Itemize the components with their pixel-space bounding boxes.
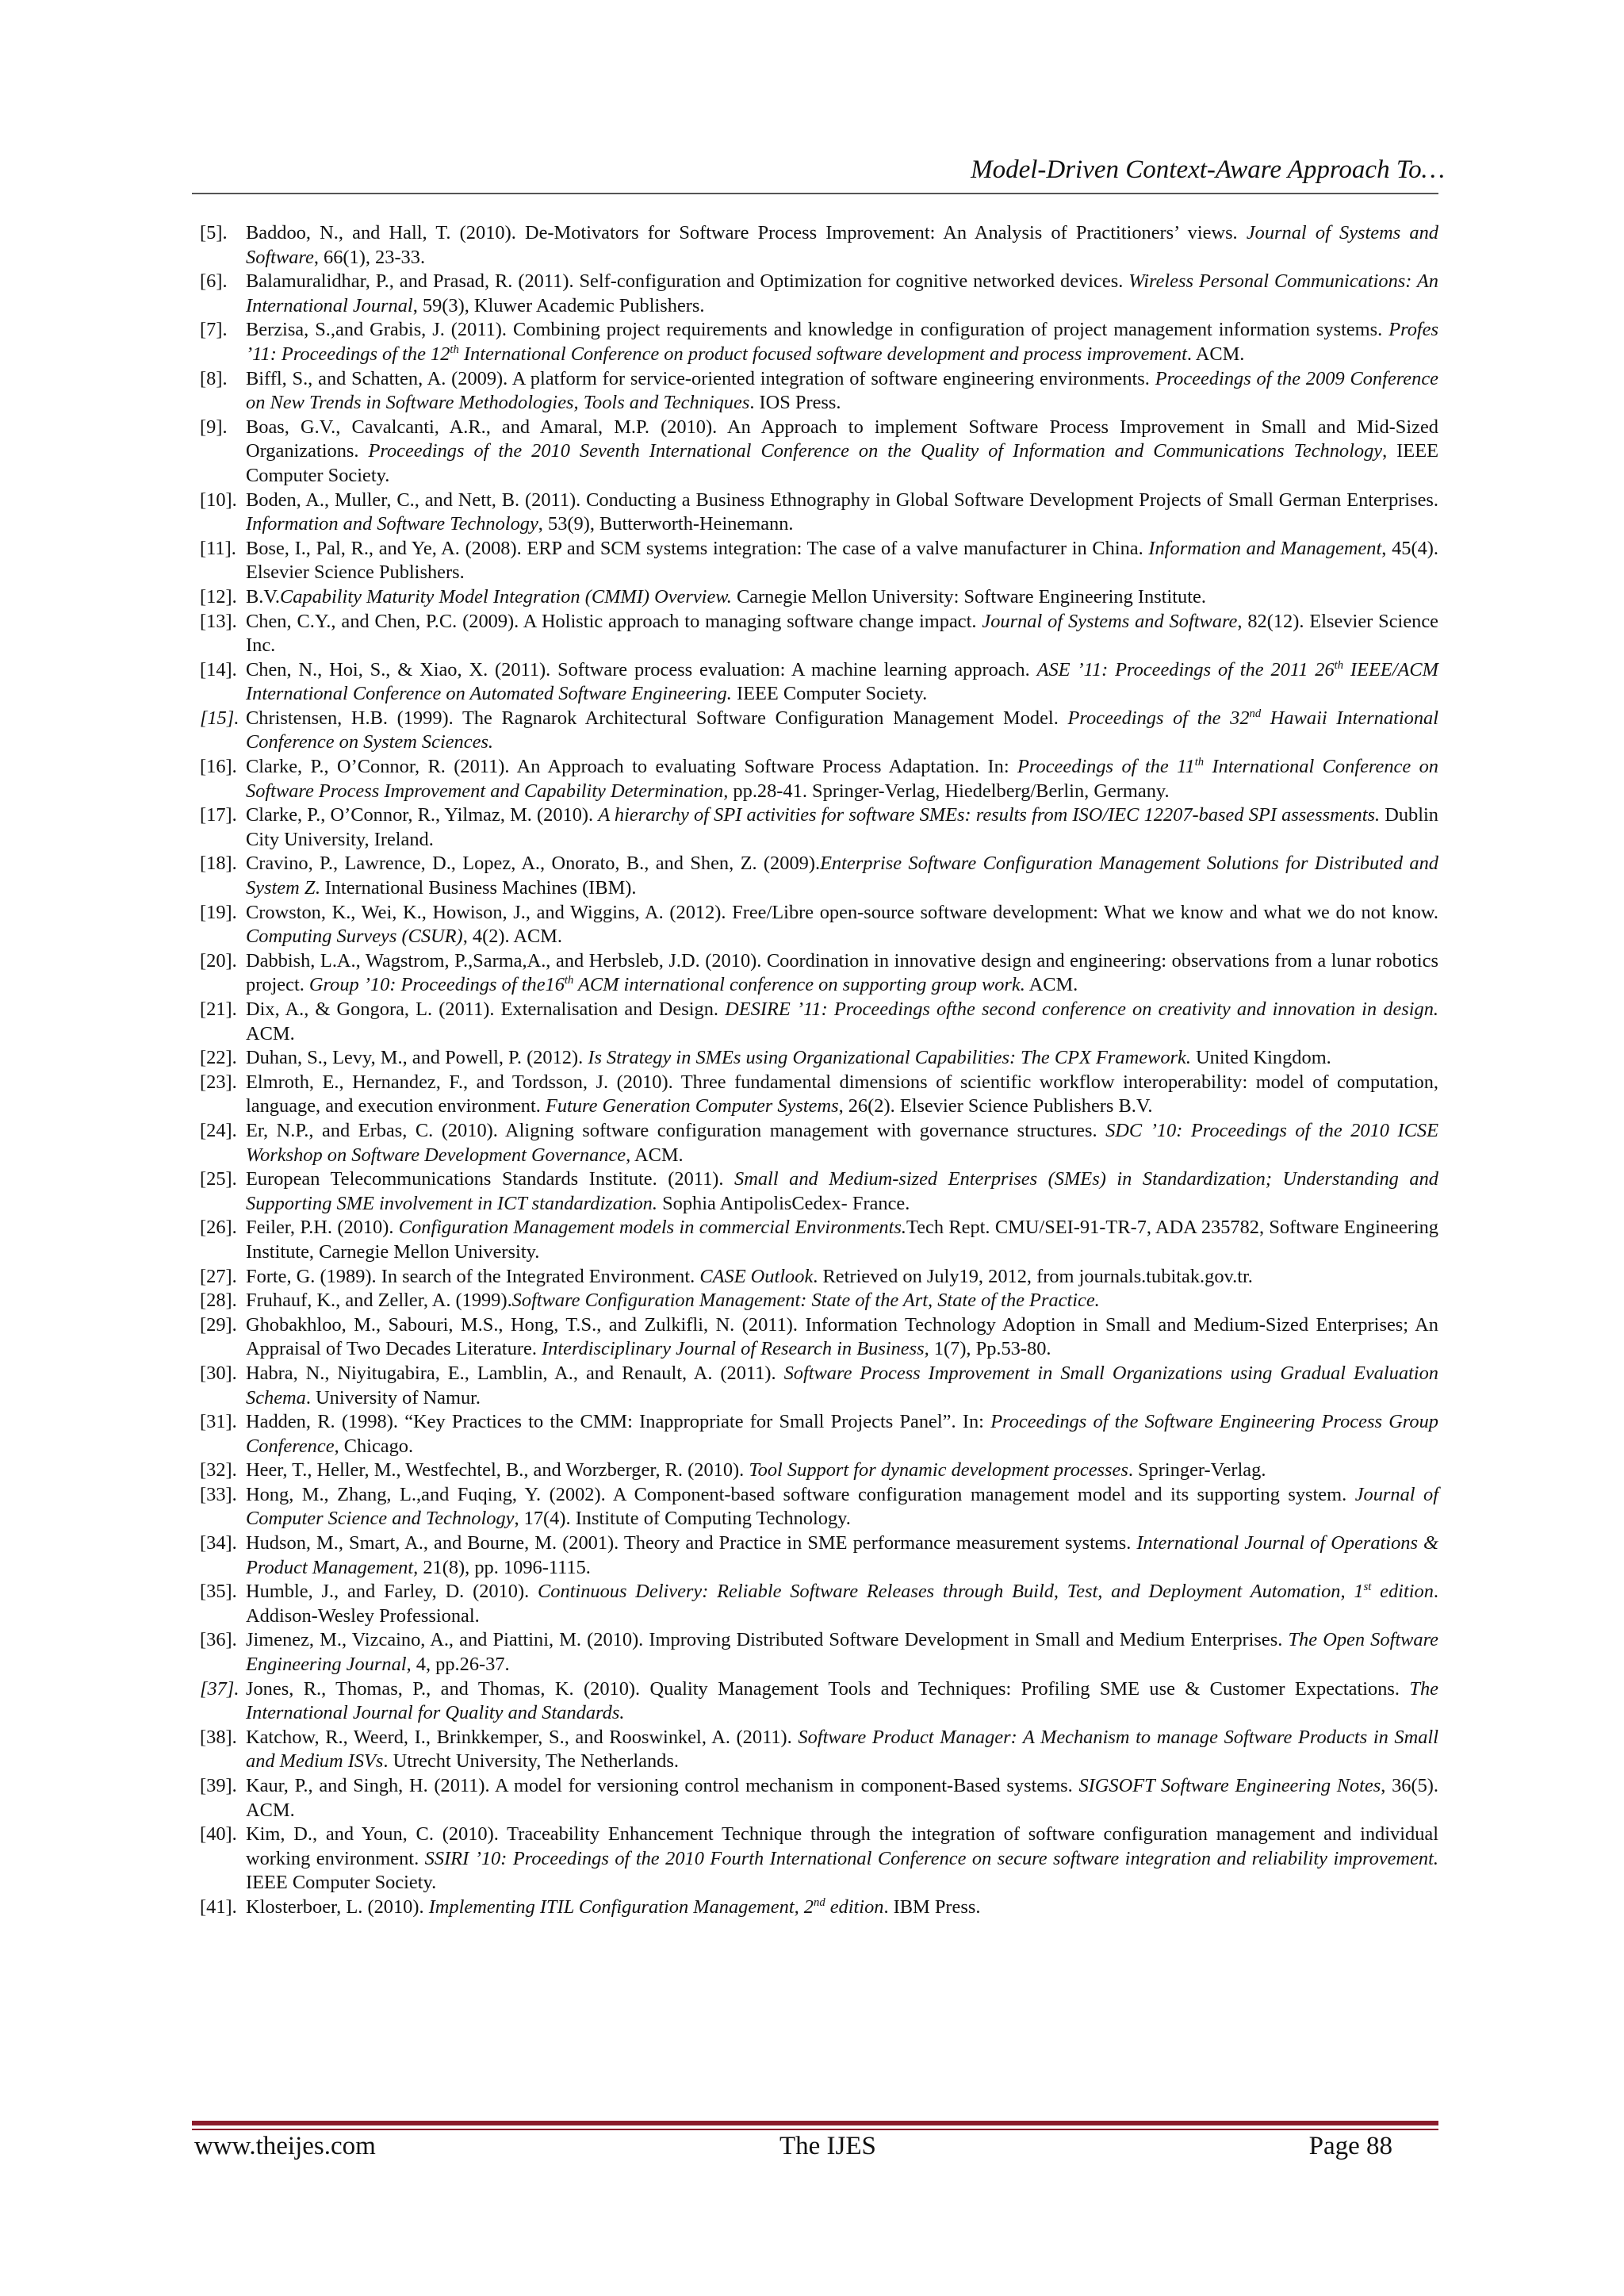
reference-italic-segment: Journal of Systems and Software: [246, 222, 1438, 268]
reference-item: [200, 707, 1438, 755]
reference-number: [29].: [200, 1313, 237, 1336]
reference-item: [200, 1362, 1438, 1410]
reference-segment: Berzisa, S.,and Grabis, J. (2011). Combining project requirements and knowledge in configuration of project management information systems.: [246, 319, 1389, 341]
reference-italic-segment: Profes ’11: Proceedings of the 12: [246, 319, 1438, 365]
reference-italic-segment: Proceedings of the 2010 Seventh International Conference on the Quality of Information and Communications Technology: [368, 440, 1383, 462]
reference-number: [18].: [200, 853, 237, 875]
header-rule: [192, 193, 1438, 194]
reference-segment: Dublin City University, Ireland.: [246, 804, 1439, 850]
reference-number: [7].: [200, 319, 228, 341]
reference-number: [6].: [200, 270, 228, 293]
reference-segment: Boden, A., Muller, C., and Nett, B. (2011). Conducting a Business Ethnography in Global Software Development Projects of Small German Enterprises.: [246, 489, 1438, 511]
reference-segment: Habra, N., Niyitugabira, E., Lamblin, A., and Renault, A. (2011).: [246, 1362, 784, 1384]
reference-number: [16].: [200, 756, 237, 778]
reference-item: [200, 367, 1438, 416]
reference-italic-segment: International Conference on product focused software development and process improvement: [458, 343, 1187, 365]
reference-number: [36].: [200, 1629, 237, 1651]
reference-number: [24].: [200, 1119, 237, 1141]
reference-segment: . ACM.: [1186, 343, 1245, 365]
reference-italic-segment: Proceedings of the 32: [1067, 707, 1250, 729]
reference-number: [11].: [200, 537, 236, 559]
reference-text: [246, 1726, 1438, 1774]
footer-journal: The IJES: [779, 2132, 876, 2160]
reference-italic-segment: Proceedings of the 2009 Conference on New Trends in Software Methodologies, Tools and Techniques: [246, 367, 1438, 414]
reference-number: [5].: [200, 222, 228, 243]
reference-text: [246, 1119, 1438, 1167]
reference-segment: . University of Namur.: [305, 1386, 481, 1409]
reference-number: [40].: [200, 1823, 237, 1846]
reference-text: [246, 901, 1438, 949]
reference-superscript: th: [450, 343, 459, 356]
reference-segment: ACM.: [630, 1144, 684, 1166]
reference-number: [9].: [200, 416, 228, 438]
reference-italic-segment: SSIRI ’10: Proceedings of the 2010 Fourth International Conference on secure software integration and reliability improvement.: [424, 1847, 1438, 1869]
reference-segment: , 26(2). Elsevier Science Publishers B.V.: [838, 1095, 1153, 1117]
reference-segment: Feiler, P.H. (2010).: [246, 1217, 399, 1239]
reference-number: [32].: [200, 1459, 237, 1481]
reference-segment: IEEE Computer Society.: [731, 683, 928, 705]
reference-number: [20].: [200, 949, 237, 972]
reference-number: [10].: [200, 489, 237, 511]
reference-item: [200, 610, 1438, 658]
reference-segment: , 36(5). ACM.: [246, 1775, 1439, 1821]
reference-number: [19].: [200, 901, 237, 923]
reference-item: [200, 489, 1438, 537]
reference-item: [200, 1726, 1438, 1774]
reference-segment: Baddoo, N., and Hall, T. (2010). De-Motivators for Software Process Improvement: An Analysis of Practitioners’ views.: [246, 222, 1247, 243]
reference-text: [246, 1458, 1438, 1483]
reference-segment: Chen, N., Hoi, S., & Xiao, X. (2011). Software process evaluation: A machine learning approach.: [246, 658, 1037, 680]
reference-text: [246, 949, 1438, 998]
reference-segment: Forte, G. (1989). In search of the Integrated Environment.: [246, 1265, 700, 1287]
reference-item: [200, 1580, 1438, 1628]
reference-segment: Crowston, K., Wei, K., Howison, J., and Wiggins, A. (2012). Free/Libre open-source software development: What we know and what we do not know.: [246, 901, 1438, 923]
reference-segment: Hadden, R. (1998). “Key Practices to the CMM: Inappropriate for Small Projects Panel”. In:: [246, 1411, 991, 1433]
reference-item: [200, 416, 1438, 489]
reference-italic-segment: Proceedings of the Software Engineering Process Group Conference,: [246, 1411, 1438, 1457]
reference-item: [200, 1265, 1438, 1290]
reference-segment: . International Business Machines (IBM).: [315, 877, 637, 899]
reference-segment: Humble, J., and Farley, D. (2010).: [246, 1581, 538, 1603]
reference-number: [23].: [200, 1071, 237, 1093]
reference-segment: Hudson, M., Smart, A., and Bourne, M. (2001). Theory and Practice in SME performance measurement systems.: [246, 1532, 1137, 1554]
reference-text: [246, 1895, 1438, 1920]
reference-italic-segment: Journal of Systems and Software: [982, 610, 1238, 632]
reference-italic-segment: edition: [825, 1895, 884, 1918]
reference-italic-segment: The International Journal for Quality and Standards.: [246, 1677, 1438, 1724]
reference-number: [28].: [200, 1290, 237, 1312]
reference-segment: . Utrecht University, The Netherlands.: [383, 1750, 679, 1773]
reference-number: [30].: [200, 1362, 237, 1384]
reference-number: [14].: [200, 658, 237, 680]
reference-italic-segment: Software Configuration Management: State of the Art, State of the Practice.: [511, 1290, 1100, 1312]
reference-segment: , IEEE Computer Society.: [246, 440, 1438, 486]
reference-segment: Kaur, P., and Singh, H. (2011). A model for versioning control mechanism in component-Based systems.: [246, 1775, 1079, 1796]
reference-italic-segment: Is Strategy in SMEs using Organizational Capabilities: The CPX Framework.: [588, 1047, 1191, 1069]
reference-superscript: st: [1363, 1581, 1372, 1594]
reference-number: [27].: [200, 1265, 237, 1287]
reference-text: [246, 1823, 1438, 1895]
reference-number: [33].: [200, 1483, 237, 1505]
reference-segment: . IBM Press.: [883, 1895, 981, 1918]
reference-text: [246, 1483, 1438, 1531]
reference-text: [246, 489, 1438, 537]
reference-text: [246, 537, 1438, 585]
reference-superscript: nd: [1249, 707, 1262, 720]
reference-item: [200, 1119, 1438, 1167]
reference-number: [35].: [200, 1581, 237, 1603]
reference-segment: 4, pp.26-37.: [411, 1654, 510, 1676]
reference-segment: . Addison-Wesley Professional.: [246, 1581, 1439, 1627]
reference-item: [200, 1289, 1438, 1313]
reference-italic-segment: SIGSOFT Software Engineering Notes: [1078, 1775, 1381, 1796]
reference-text: [246, 610, 1438, 658]
reference-segment: Jones, R., Thomas, P., and Thomas, K. (2010). Quality Management Tools and Techniques: Profiling SME use & Customer Expectations.: [246, 1677, 1410, 1700]
reference-number: [41].: [200, 1895, 237, 1918]
footer-rule-thin: [192, 2129, 1438, 2130]
reference-italic-segment: CASE Outlook: [699, 1265, 814, 1287]
reference-italic-segment: Future Generation Computer Systems: [545, 1095, 839, 1117]
reference-segment: , 45(4). Elsevier Science Publishers.: [246, 537, 1439, 584]
reference-segment: Kim, D., and Youn, C. (2010). Traceability Enhancement Technique through the integration of software configuration management and individual working environment.: [246, 1823, 1438, 1869]
reference-item: [200, 1895, 1438, 1920]
reference-italic-segment: Software Product Manager: A Mechanism to manage Software Products in Small and Medium ISVs: [246, 1726, 1438, 1773]
reference-item: [200, 221, 1438, 270]
footer-website[interactable]: www.theijes.com: [194, 2132, 376, 2160]
reference-segment: Christensen, H.B. (1999). The Ragnarok Architectural Software Configuration Management Model.: [246, 707, 1068, 729]
reference-italic-segment: DESIRE ’11: Proceedings ofthe second conference on creativity and innovation in design.: [725, 999, 1438, 1020]
reference-segment: Duhan, S., Levy, M., and Powell, P. (2012).: [246, 1047, 588, 1069]
reference-number: [15].: [200, 707, 239, 729]
reference-italic-segment: Configuration Management models in commercial Environments.: [398, 1217, 906, 1239]
reference-item: [200, 585, 1438, 610]
reference-number: [21].: [200, 999, 237, 1020]
reference-text: [246, 1628, 1438, 1677]
reference-item: [200, 1410, 1438, 1458]
footer-rule-thick: [192, 2121, 1438, 2125]
reference-italic-segment: Computing Surveys (CSUR): [246, 926, 463, 948]
reference-item: [200, 658, 1438, 707]
reference-number: [8].: [200, 367, 228, 389]
reference-text: [246, 416, 1438, 489]
reference-segment: . IOS Press.: [749, 392, 841, 414]
reference-segment: Hong, M., Zhang, L.,and Fuqing, Y. (2002). A Component-based software configuration management model and its supporting system.: [246, 1483, 1355, 1505]
reference-list: [200, 221, 1438, 1920]
reference-segment: . Retrieved on July19, 2012, from journals.tubitak.gov.tr.: [813, 1265, 1253, 1287]
reference-number: [12].: [200, 585, 237, 608]
reference-number: [31].: [200, 1411, 237, 1433]
reference-segment: Chicago.: [339, 1435, 414, 1457]
reference-number: [26].: [200, 1217, 237, 1239]
reference-segment: Heer, T., Heller, M., Westfechtel, B., and Worzberger, R. (2010).: [246, 1459, 749, 1481]
reference-italic-segment: Wireless Personal Communications: An International Journal: [246, 270, 1439, 316]
reference-text: [246, 852, 1438, 900]
reference-text: [246, 1313, 1438, 1362]
running-header-title: Model-Driven Context-Aware Approach To…: [971, 155, 1445, 184]
reference-item: [200, 755, 1438, 803]
reference-segment: Bose, I., Pal, R., and Ye, A. (2008). ERP and SCM systems integration: The case of a valve manufacturer in China.: [246, 537, 1149, 559]
reference-segment: , 53(9), Butterworth-Heinemann.: [538, 513, 794, 535]
reference-item: [200, 270, 1438, 318]
reference-item: [200, 1216, 1438, 1264]
reference-segment: , 17(4). Institute of Computing Technology.: [514, 1508, 851, 1530]
reference-item: [200, 1483, 1438, 1531]
reference-italic-segment: Enterprise Software Configuration Management Solutions for Distributed and System Z: [246, 853, 1438, 899]
reference-number: [39].: [200, 1775, 237, 1796]
reference-segment: B.V.: [246, 585, 280, 608]
reference-italic-segment: SDC ’10: Proceedings of the 2010 ICSE Workshop on Software Development Governance,: [246, 1119, 1438, 1166]
reference-text: [246, 1265, 1438, 1290]
reference-segment: ACM.: [1025, 974, 1078, 996]
reference-number: [22].: [200, 1047, 237, 1069]
reference-italic-segment: ASE ’11: Proceedings of the 2011 26: [1036, 658, 1335, 680]
reference-italic-segment: Information and Management: [1148, 537, 1382, 559]
reference-segment: Sophia AntipolisCedex- France.: [657, 1192, 910, 1214]
reference-italic-segment: Implementing ITIL Configuration Management, 2: [428, 1895, 814, 1918]
reference-text: [246, 221, 1438, 270]
reference-segment: Cravino, P., Lawrence, D., Lopez, A., Onorato, B., and Shen, Z. (2009).: [246, 853, 821, 875]
reference-italic-segment: The Open Software Engineering Journal,: [246, 1629, 1438, 1676]
reference-italic-segment: Capability Maturity Model Integration (CMMI) Overview.: [279, 585, 732, 608]
reference-segment: Biffl, S., and Schatten, A. (2009). A platform for service-oriented integration of software engineering environments.: [246, 367, 1155, 389]
reference-italic-segment: Group ’10: Proceedings of the16: [308, 974, 565, 996]
reference-item: [200, 1167, 1438, 1216]
reference-segment: Balamuralidhar, P., and Prasad, R. (2011). Self-configuration and Optimization for cognitive networked devices.: [246, 270, 1129, 293]
reference-segment: , 59(3), Kluwer Academic Publishers.: [412, 294, 705, 316]
reference-italic-segment: Interdisciplinary Journal of Research in Business,: [542, 1338, 929, 1360]
reference-text: [246, 585, 1438, 610]
reference-segment: Fruhauf, K., and Zeller, A. (1999).: [246, 1290, 512, 1312]
reference-text: [246, 707, 1438, 755]
reference-text: [246, 1677, 1438, 1726]
reference-item: [200, 852, 1438, 900]
footer-page-number: Page 88: [1308, 2132, 1392, 2160]
reference-item: [200, 803, 1438, 852]
reference-item: [200, 1628, 1438, 1677]
reference-segment: . Springer-Verlag.: [1128, 1459, 1266, 1481]
reference-text: [246, 755, 1438, 803]
reference-superscript: th: [564, 974, 574, 987]
reference-segment: Klosterboer, L. (2010).: [246, 1895, 429, 1918]
reference-segment: , 4(2). ACM.: [462, 926, 563, 948]
reference-italic-segment: International Conference on Software Process Improvement and Capability Determination,: [246, 756, 1439, 802]
reference-text: [246, 1289, 1438, 1313]
reference-text: [246, 803, 1438, 852]
reference-text: [246, 1531, 1438, 1580]
reference-segment: Tech Rept. CMU/SEI-91-TR-7, ADA 235782, Software Engineering Institute, Carnegie Mellon University.: [246, 1217, 1438, 1263]
reference-number: [13].: [200, 610, 237, 632]
reference-number: [25].: [200, 1168, 237, 1190]
reference-segment: Katchow, R., Weerd, I., Brinkkemper, S., and Rooswinkel, A. (2011).: [246, 1726, 799, 1748]
reference-italic-segment: Journal of Computer Science and Technology: [246, 1483, 1439, 1530]
reference-text: [246, 1216, 1438, 1264]
reference-item: [200, 1531, 1438, 1580]
reference-segment: Elmroth, E., Hernandez, F., and Tordsson, J. (2010). Three fundamental dimensions of scientific workflow interoperability: model of computation, language, and execution environment.: [246, 1071, 1438, 1117]
reference-segment: Er, N.P., and Erbas, C. (2010). Aligning software configuration management with governance structures.: [246, 1119, 1106, 1141]
reference-number: [38].: [200, 1726, 237, 1748]
reference-item: [200, 537, 1438, 585]
reference-segment: 1(7), Pp.53-80.: [929, 1338, 1051, 1360]
reference-item: [200, 1046, 1438, 1071]
reference-segment: , 66(1), 23-33.: [313, 246, 426, 268]
reference-italic-segment: Continuous Delivery: Reliable Software Releases through Build, Test, and Deployment Automation, 1: [538, 1581, 1364, 1603]
reference-item: [200, 1823, 1438, 1895]
reference-text: [246, 1410, 1438, 1458]
reference-segment: , 82(12). Elsevier Science Inc.: [246, 610, 1438, 657]
reference-italic-segment: ACM international conference on supporting group work.: [573, 974, 1025, 996]
reference-italic-segment: Small and Medium-sized Enterprises (SMEs) in Standardization; Understanding and Supporting SME involvement in ICT standardization.: [246, 1168, 1438, 1214]
reference-superscript: nd: [814, 1895, 825, 1909]
reference-text: [246, 367, 1438, 416]
reference-item: [200, 949, 1438, 998]
reference-text: [246, 270, 1438, 318]
reference-italic-segment: Software Process Improvement in Small Organizations using Gradual Evaluation Schema: [246, 1362, 1438, 1409]
reference-italic-segment: edition: [1371, 1581, 1434, 1603]
reference-text: [246, 318, 1438, 366]
reference-item: [200, 998, 1438, 1046]
reference-item: [200, 1071, 1438, 1119]
reference-superscript: th: [1334, 658, 1344, 672]
reference-italic-segment: Hawaii International Conference on System Sciences.: [246, 707, 1438, 753]
reference-text: [246, 658, 1438, 707]
reference-segment: Ghobakhloo, M., Sabouri, M.S., Hong, T.S., and Zulkifli, N. (2011). Information Technology Adoption in Small and Medium-Sized Enterprises; An Appraisal of Two Decades Literature.: [246, 1313, 1438, 1360]
reference-number: [37].: [200, 1677, 239, 1700]
reference-text: [246, 1580, 1438, 1628]
reference-text: [246, 1774, 1438, 1823]
reference-item: [200, 901, 1438, 949]
reference-item: [200, 1677, 1438, 1726]
reference-italic-segment: Tool Support for dynamic development processes: [749, 1459, 1128, 1481]
reference-segment: pp.28-41. Springer-Verlag, Hiedelberg/Berlin, Germany.: [728, 780, 1170, 802]
reference-segment: Boas, G.V., Cavalcanti, A.R., and Amaral, M.P. (2010). An Approach to implement Software Process Improvement in Small and Mid-Sized Organizations.: [246, 416, 1438, 462]
reference-item: [200, 1458, 1438, 1483]
reference-segment: Chen, C.Y., and Chen, P.C. (2009). A Holistic approach to managing software change impact.: [246, 610, 982, 632]
reference-italic-segment: International Journal of Operations & Product Management,: [246, 1532, 1439, 1578]
reference-segment: IEEE Computer Society.: [246, 1872, 437, 1894]
reference-item: [200, 318, 1438, 366]
reference-italic-segment: Information and Software Technology: [246, 513, 538, 535]
reference-segment: Carnegie Mellon University: Software Engineering Institute.: [731, 585, 1206, 608]
reference-superscript: th: [1194, 755, 1205, 769]
reference-segment: Dix, A., & Gongora, L. (2011). Externalisation and Design.: [246, 999, 726, 1020]
reference-segment: Clarke, P., O’Connor, R. (2011). An Approach to evaluating Software Process Adaptation. In:: [246, 756, 1018, 778]
reference-italic-segment: IEEE/ACM International Conference on Automated Software Engineering.: [246, 658, 1438, 705]
reference-italic-segment: A hierarchy of SPI activities for software SMEs: results from ISO/IEC 12207-based SPI assessments.: [598, 804, 1381, 826]
reference-number: [34].: [200, 1532, 237, 1554]
reference-number: [17].: [200, 804, 237, 826]
reference-segment: United Kingdom.: [1190, 1047, 1331, 1069]
reference-segment: 21(8), pp. 1096-1115.: [418, 1556, 591, 1578]
reference-text: [246, 1362, 1438, 1410]
reference-text: [246, 1167, 1438, 1216]
reference-segment: European Telecommunications Standards Institute. (2011).: [246, 1168, 735, 1190]
reference-text: [246, 1071, 1438, 1119]
reference-italic-segment: Proceedings of the 11: [1017, 756, 1195, 778]
reference-text: [246, 998, 1438, 1046]
reference-segment: Clarke, P., O’Connor, R., Yilmaz, M. (2010).: [246, 804, 599, 826]
reference-text: [246, 1046, 1438, 1071]
reference-item: [200, 1774, 1438, 1823]
reference-segment: Jimenez, M., Vizcaino, A., and Piattini, M. (2010). Improving Distributed Software Development in Small and Medium Enterprises.: [246, 1629, 1289, 1651]
reference-segment: ACM.: [246, 1022, 295, 1045]
reference-segment: Dabbish, L.A., Wagstrom, P.,Sarma,A., and Herbsleb, J.D. (2010). Coordination in innovative design and engineering: observations from a lunar robotics project.: [246, 949, 1438, 996]
reference-item: [200, 1313, 1438, 1362]
